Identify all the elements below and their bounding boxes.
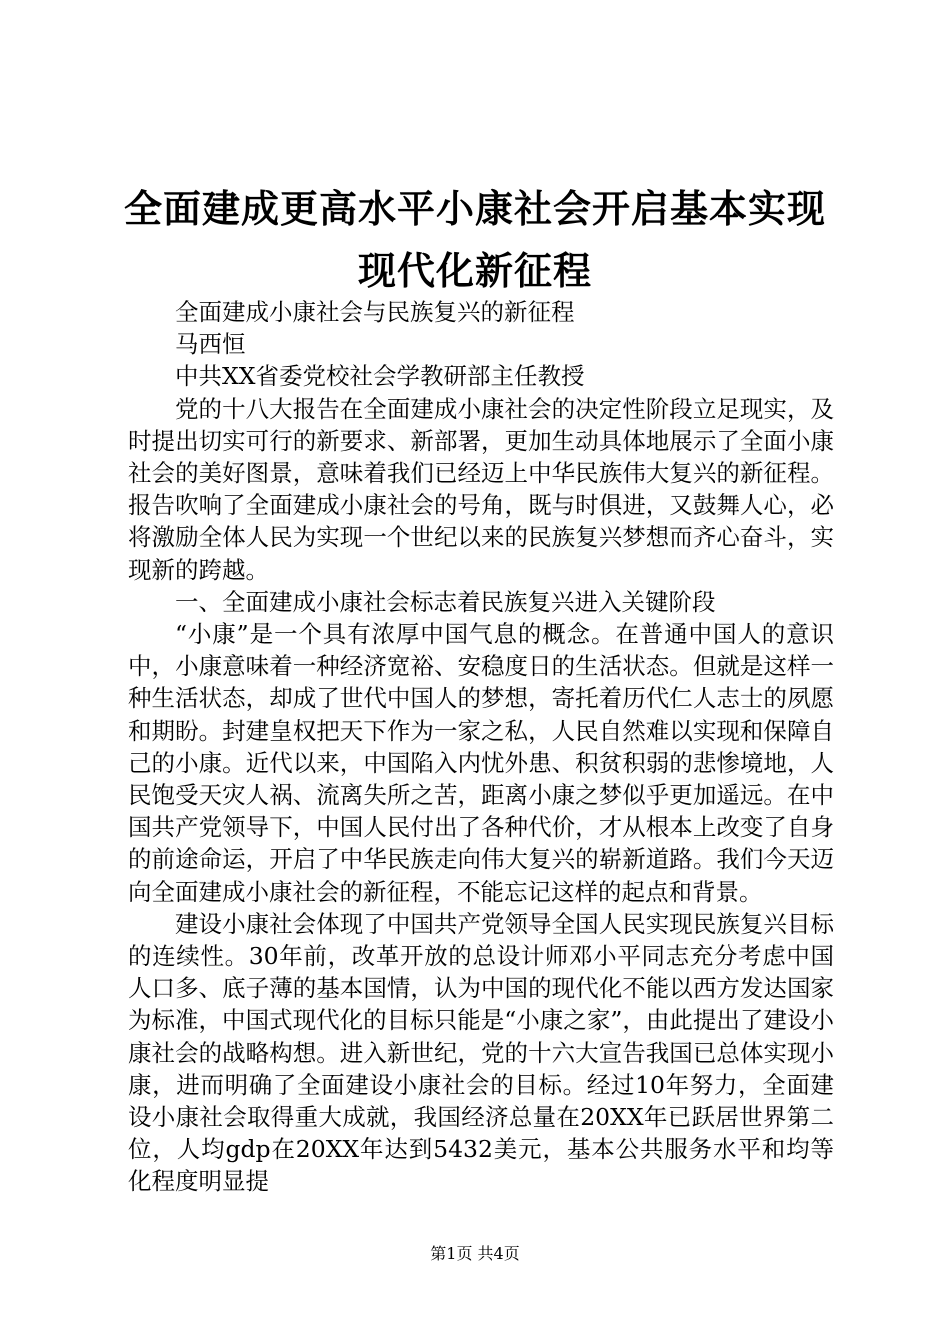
author-affiliation: 中共XX省委党校社会学教研部主任教授 xyxy=(175,362,585,391)
section-heading: 一、全面建成小康社会标志着民族复兴进入关键阶段 xyxy=(175,587,716,616)
body-paragraph: 建设小康社会体现了中国共产党领导全国人民实现民族复兴目标的连续性。30年前，改革开放的总设计师邓小平同志充分考虑中国人口多、底子薄的基本国情，认为中国的现代化不能以西方发达国家为标准，中国式现代化的目标只能是“小康之家”，由此提出了建设小康社会的战略构想。进入新世纪，党的十六大宣告我国已总体实现小康，进而明确了全面建设小康社会的目标。经过10年努力，全面建设小康社会取得重大成就，我国经济总量在20XX年已跃居世界第二位，人均gdp在20XX年达到5432美元，基本公共服务水平和均等化程度明显提 xyxy=(128,909,834,1196)
document-title: 全面建成更高水平小康社会开启基本实现现代化新征程 xyxy=(123,187,826,293)
body-paragraph: “小康”是一个具有浓厚中国气息的概念。在普通中国人的意识中，小康意味着一种经济宽裕、安稳度日的生活状态。但就是这样一种生活状态，却成了世代中国人的梦想，寄托着历代仁人志士的夙愿和期盼。封建皇权把天下作为一家之私，人民自然难以实现和保障自己的小康。近代以来，中国陷入内忧外患、积贫积弱的悲惨境地，人民饱受天灾人祸、流离失所之苦，距离小康之梦似乎更加遥远。在中国共产党领导下，中国人民付出了各种代价，才从根本上改变了自身的前途命运，开启了中华民族走向伟大复兴的崭新道路。我们今天迈向全面建成小康社会的新征程，不能忘记这样的起点和背景。 xyxy=(128,620,834,906)
subtitle: 全面建成小康社会与民族复兴的新征程 xyxy=(175,298,575,326)
page-footer: 第1页 共4页 xyxy=(430,1244,520,1263)
author-name: 马西恒 xyxy=(175,330,246,359)
document-body xyxy=(128,296,834,1198)
body-paragraph: 党的十八大报告在全面建成小康社会的决定性阶段立足现实，及时提出切实可行的新要求、新部署，更加生动具体地展示了全面小康社会的美好图景，意味着我们已经迈上中华民族伟大复兴的新征程。报告吹响了全面建成小康社会的号角，既与时俱进，又鼓舞人心，必将激励全体人民为实现一个世纪以来的民族复兴梦想而齐心奋斗，实现新的跨越。 xyxy=(128,394,834,584)
